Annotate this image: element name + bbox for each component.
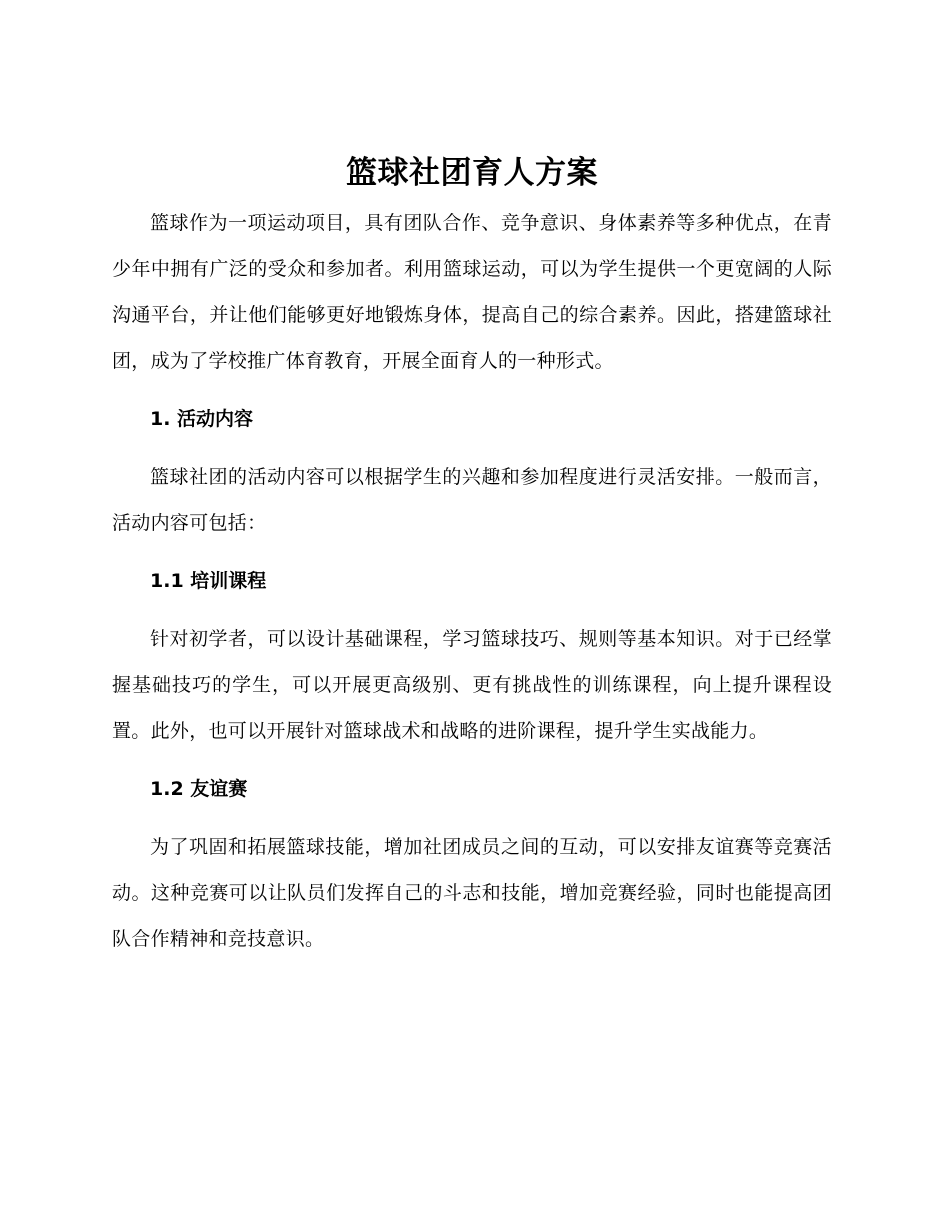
- document-title: 篮球社团育人方案: [346, 155, 598, 191]
- document-page: [112, 150, 832, 962]
- activity-content-paragraph: 篮球社团的活动内容可以根据学生的兴趣和参加程度进行灵活安排。一般而言，活动内容可包括：: [112, 466, 832, 534]
- section-heading-activity-content: 1. 活动内容: [150, 408, 254, 430]
- training-courses-paragraph: 针对初学者，可以设计基础课程，学习篮球技巧、规则等基本知识。对于已经掌握基础技巧的学生，可以开展更高级别、更有挑战性的训练课程，向上提升课程设置。此外，也可以开展针对篮球战术和战略的进阶课程，提升学生实战能力。: [112, 628, 832, 742]
- section-heading-friendly-matches: 1.2 友谊赛: [150, 778, 248, 800]
- friendly-matches-paragraph: 为了巩固和拓展篮球技能，增加社团成员之间的互动，可以安排友谊赛等竞赛活动。这种竞赛可以让队员们发挥自己的斗志和技能，增加竞赛经验，同时也能提高团队合作精神和竞技意识。: [112, 836, 832, 950]
- intro-paragraph: 篮球作为一项运动项目，具有团队合作、竞争意识、身体素养等多种优点，在青少年中拥有广泛的受众和参加者。利用篮球运动，可以为学生提供一个更宽阔的人际沟通平台，并让他们能够更好地锻炼身体，提高自己的综合素养。因此，搭建篮球社团，成为了学校推广体育教育，开展全面育人的一种形式。: [112, 212, 832, 372]
- section-heading-training-courses: 1.1 培训课程: [150, 570, 267, 592]
